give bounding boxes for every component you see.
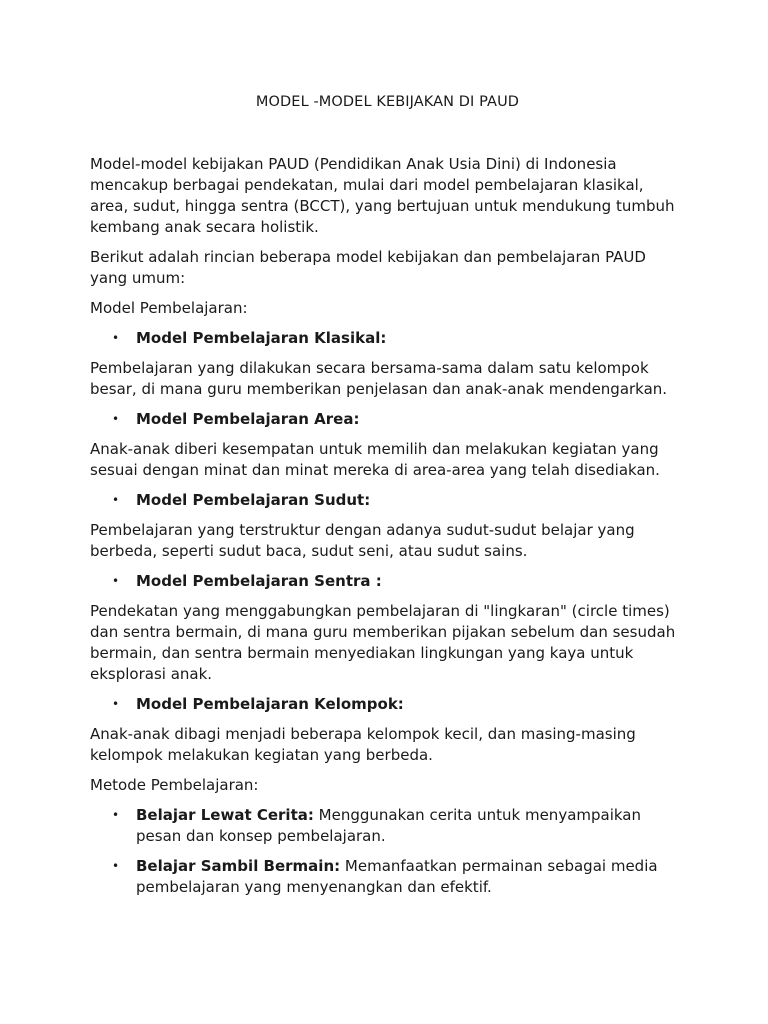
methods-heading: Metode Pembelajaran: <box>90 776 259 794</box>
method-description: Memanfaatkan permainan sebagai media pembelajaran yang menyenangkan dan efektif. <box>136 857 658 896</box>
model-name: Model Pembelajaran Area: <box>136 410 360 428</box>
model-name: Model Pembelajaran Klasikal: <box>136 329 387 347</box>
model-bullet <box>90 328 685 349</box>
model-description: Anak-anak dibagi menjadi beberapa kelompok kecil, dan masing-masing kelompok melakukan kegiatan yang berbeda. <box>90 725 636 764</box>
model-name: Model Pembelajaran Sentra : <box>136 572 382 590</box>
bullet-dot: • <box>112 697 120 711</box>
bullet-dot: • <box>112 574 120 588</box>
models-heading: Model Pembelajaran: <box>90 299 248 317</box>
bullet-dot: • <box>112 808 120 822</box>
lead-paragraph: Berikut adalah rincian beberapa model kebijakan dan pembelajaran PAUD yang umum: <box>90 248 646 287</box>
model-bullet <box>90 694 685 715</box>
model-description: Pendekatan yang menggabungkan pembelajaran di "lingkaran" (circle times) dan sentra bermain, di mana guru memberikan pijakan sebelum dan sesudah bermain, dan sentra bermain menyediakan lingkungan yang kaya untuk eksplorasi anak. <box>90 602 676 683</box>
model-name: Model Pembelajaran Sudut: <box>136 491 371 509</box>
bullet-dot: • <box>112 859 120 873</box>
bullet-dot: • <box>112 493 120 507</box>
method-name: Belajar Lewat Cerita: <box>136 806 314 824</box>
intro-paragraph: Model-model kebijakan PAUD (Pendidikan Anak Usia Dini) di Indonesia mencakup berbagai pendekatan, mulai dari model pembelajaran klasikal, area, sudut, hingga sentra (BCCT), yang bertujuan untuk mendukung tumbuh kembang anak secara holistik. <box>90 155 675 236</box>
model-description: Pembelajaran yang dilakukan secara bersama-sama dalam satu kelompok besar, di mana guru memberikan penjelasan dan anak-anak mendengarkan. <box>90 359 668 398</box>
document-title: MODEL -MODEL KEBIJAKAN DI PAUD <box>255 94 520 110</box>
model-bullet <box>90 409 685 430</box>
method-bullet <box>90 856 685 898</box>
document-body <box>90 154 685 907</box>
model-description: Pembelajaran yang terstruktur dengan adanya sudut-sudut belajar yang berbeda, seperti sudut baca, sudut seni, atau sudut sains. <box>90 521 635 560</box>
method-bullet <box>90 805 685 847</box>
model-bullet <box>90 571 685 592</box>
bullet-dot: • <box>112 331 120 345</box>
method-description: Menggunakan cerita untuk menyampaikan pesan dan konsep pembelajaran. <box>136 806 641 845</box>
model-bullet <box>90 490 685 511</box>
model-name: Model Pembelajaran Kelompok: <box>136 695 404 713</box>
model-description: Anak-anak diberi kesempatan untuk memilih dan melakukan kegiatan yang sesuai dengan minat dan minat mereka di area-area yang telah disediakan. <box>90 440 660 479</box>
bullet-dot: • <box>112 412 120 426</box>
method-name: Belajar Sambil Bermain: <box>136 857 341 875</box>
